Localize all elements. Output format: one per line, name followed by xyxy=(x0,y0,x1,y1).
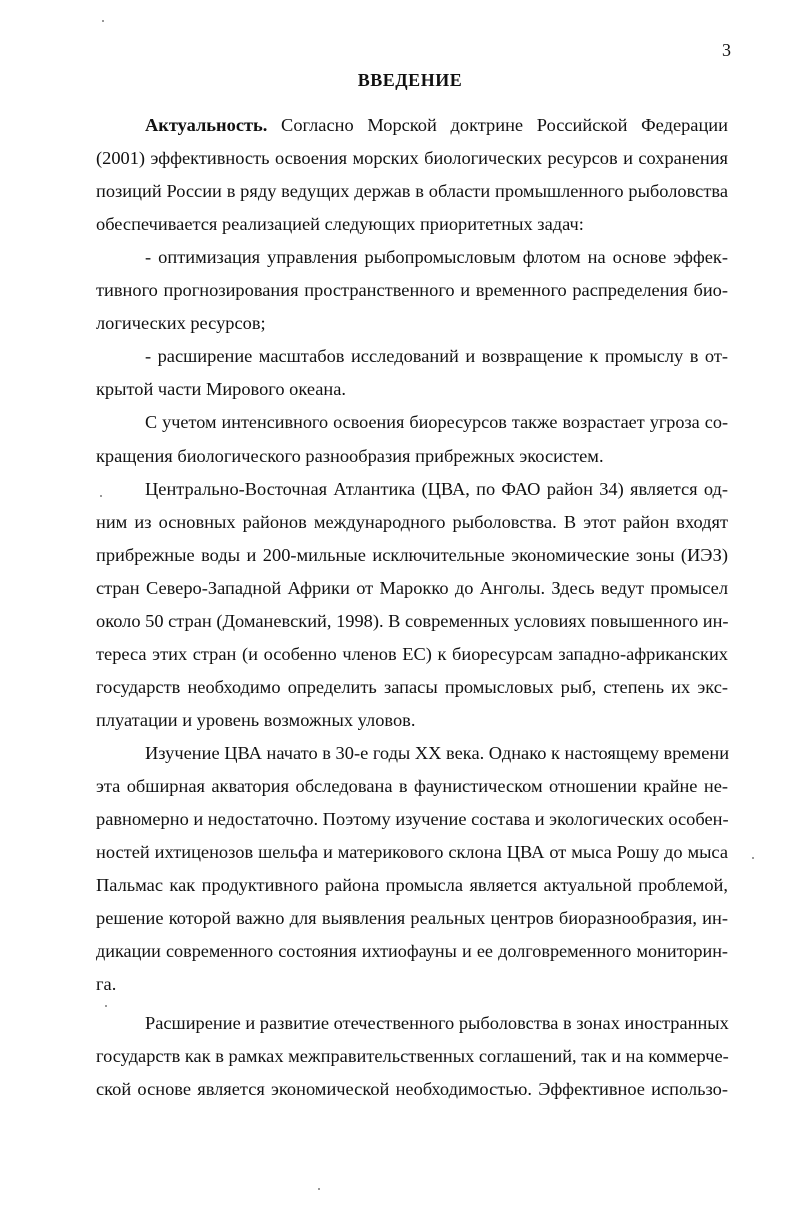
scan-speck xyxy=(318,1188,320,1190)
text-line: позиций России в ряду ведущих держав в области промышленного рыболовства xyxy=(96,181,728,201)
text-line: эта обширная акватория обследована в фаунистическом отношении крайне не- xyxy=(96,776,728,796)
text-line: тереса этих стран (и особенно членов ЕС) к биоресурсам западно-африканских xyxy=(96,644,728,664)
text-line: около 50 стран (Доманевский, 1998). В современных условиях повышенного ин- xyxy=(96,611,729,631)
text-line: дикации современного состояния ихтиофауны и ее долговременного мониторин- xyxy=(96,941,728,961)
text-line: тивного прогнозирования пространственного и временного распределения био- xyxy=(96,280,728,300)
text-line: кращения биологического разнообразия прибрежных экосистем. xyxy=(96,446,604,466)
text-line: - расширение масштабов исследований и возвращение к промыслу в от- xyxy=(145,346,728,366)
text-line: логических ресурсов; xyxy=(96,313,266,333)
text-line: решение которой важно для выявления реальных центров биоразнообразия, ин- xyxy=(96,908,728,928)
text-line: Пальмас как продуктивного района промысла является актуальной проблемой, xyxy=(96,875,728,895)
page-title: ВВЕДЕНИЕ xyxy=(357,70,463,90)
text-line: стран Северо-Западной Африки от Марокко до Анголы. Здесь ведут промысел xyxy=(96,578,728,598)
text-line xyxy=(145,113,728,137)
text-line: Расширение и развитие отечественного рыболовства в зонах иностранных xyxy=(145,1013,729,1033)
text-span: Согласно Морской доктрине Российской Федерации xyxy=(267,115,728,135)
text-line: Изучение ЦВА начато в 30-е годы XX века. Однако к настоящему времени xyxy=(145,743,730,763)
text-line: плуатации и уровень возможных уловов. xyxy=(96,710,416,730)
text-line: прибрежные воды и 200-мильные исключительные экономические зоны (ИЭЗ) xyxy=(96,545,728,565)
text-line: Центрально-Восточная Атлантика (ЦВА, по ФАО район 34) является од- xyxy=(145,479,728,499)
page-number: 3 xyxy=(722,40,731,60)
text-line: га. xyxy=(96,974,117,994)
text-line: равномерно и недостаточно. Поэтому изучение состава и экологических особен- xyxy=(96,809,729,829)
text-line: обеспечивается реализацией следующих приоритетных задач: xyxy=(96,214,584,234)
lead-term: Актуальность. xyxy=(145,115,268,135)
text-line: крытой части Мирового океана. xyxy=(96,379,347,399)
scan-speck xyxy=(100,495,102,497)
text-line: С учетом интенсивного освоения биоресурсов также возрастает угроза со- xyxy=(145,412,728,432)
text-line: государств необходимо определить запасы промысловых рыб, степень их экс- xyxy=(96,677,728,697)
text-line: (2001) эффективность освоения морских биологических ресурсов и сохранения xyxy=(96,148,728,168)
text-line: ской основе является экономической необходимостью. Эффективное использо- xyxy=(96,1079,728,1099)
scan-speck xyxy=(752,857,754,859)
text-line: ностей ихтиценозов шельфа и материкового склона ЦВА от мыса Рошу до мыса xyxy=(96,842,728,862)
text-line: государств как в рамках межправительственных соглашений, так и на коммерче- xyxy=(96,1046,729,1066)
text-line: ним из основных районов международного рыболовства. В этот район входят xyxy=(96,512,728,532)
scan-speck xyxy=(105,1005,107,1007)
scan-speck xyxy=(102,20,104,22)
text-line: - оптимизация управления рыбопромысловым флотом на основе эффек- xyxy=(145,247,728,267)
